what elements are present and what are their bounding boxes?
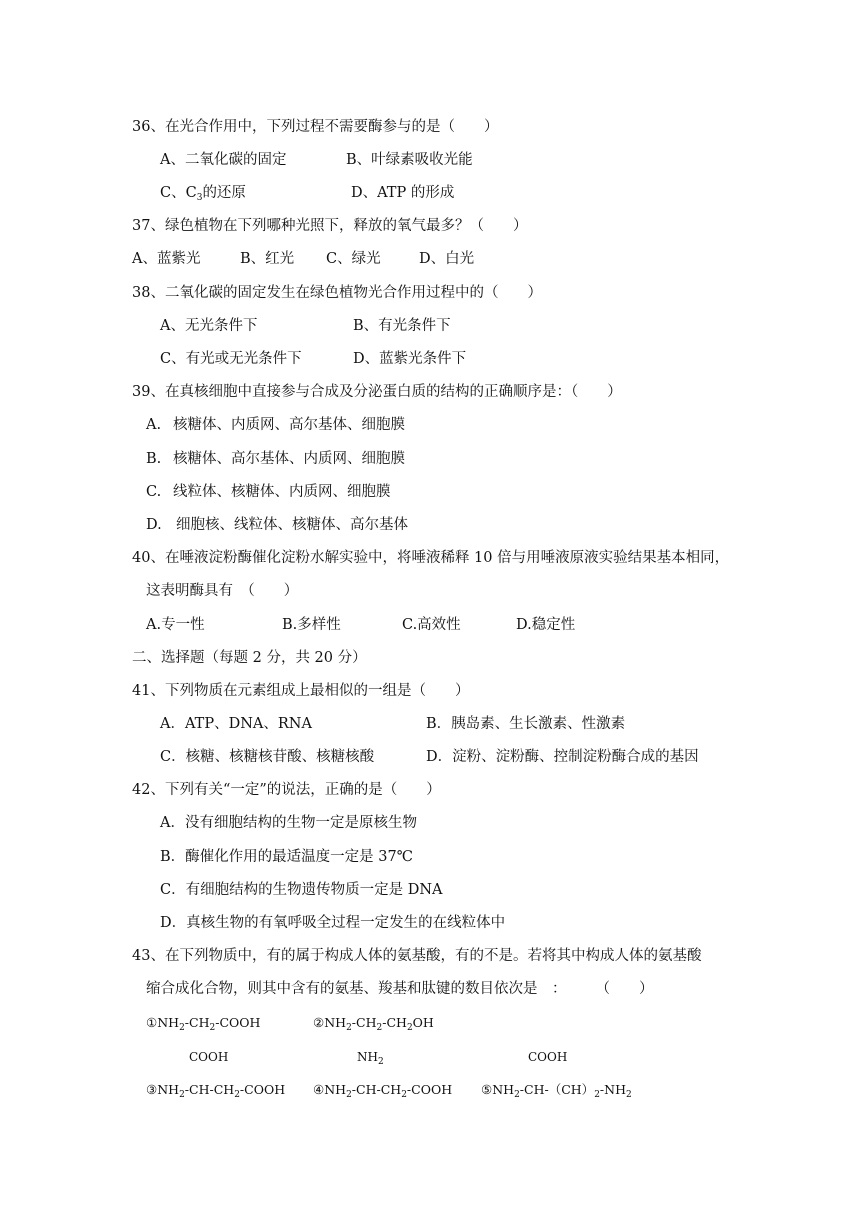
- q39-option-b-label: B.: [146, 451, 162, 467]
- q38-option-b: B、有光条件下: [353, 318, 451, 334]
- q36-option-c-prefix: C、C: [160, 185, 197, 201]
- q39-option-a-label: A.: [146, 417, 162, 433]
- q37-option-b: B、红光: [240, 251, 295, 267]
- q42-option-c: C．有细胞结构的生物遗传物质一定是 DNA: [160, 882, 443, 898]
- q37-stem: 37、绿色植物在下列哪种光照下，释放的氧气最多？（ ）: [132, 218, 528, 234]
- q40-option-c: C.高效性: [402, 617, 461, 633]
- q38-option-a: A、无光条件下: [160, 318, 258, 334]
- formula-1-subscript: 2: [179, 1023, 185, 1033]
- q43-formula-1: [146, 1013, 260, 1033]
- formula-2-part: OH: [412, 1015, 434, 1030]
- q36-stem: 36、在光合作用中，下列过程不需要酶参与的是（ ）: [132, 119, 499, 135]
- q42-option-b: B．酶催化作用的最适温度一定是 37℃: [160, 849, 413, 865]
- formula-3-part: -CH-CH: [184, 1082, 235, 1097]
- formula-5-part: NH: [492, 1082, 515, 1097]
- q37-option-d: D、白光: [419, 251, 475, 267]
- q43-stem-line2: 缩合成化合物，则其中含有的氨基、羧基和肽键的数目依次是 ： （ ）: [146, 981, 654, 997]
- q39-option-d: 细胞核、线粒体、核糖体、高尔基体: [176, 517, 408, 533]
- formula-1-subscript: 2: [209, 1023, 216, 1033]
- formula-5-subscript: 2: [625, 1090, 632, 1100]
- formula-2-part: -CH: [382, 1015, 407, 1030]
- section-2-heading: 二、选择题（每题 2 分，共 20 分）: [132, 650, 367, 666]
- q43-formula-2: [313, 1013, 434, 1033]
- formula-3-part: -COOH: [239, 1082, 286, 1097]
- formula-3-number: ③: [146, 1082, 158, 1097]
- formula-2-subscript: 2: [346, 1023, 352, 1033]
- q36-option-d: D、ATP 的形成: [351, 185, 455, 201]
- formula-4-subscript: 2: [401, 1090, 407, 1100]
- q39-stem: 39、在真核细胞中直接参与合成及分泌蛋白质的结构的正确顺序是：（ ）: [132, 384, 622, 400]
- formula-4-branch-subscript: 2: [377, 1057, 384, 1067]
- q43-formula-5-branch: COOH: [528, 1050, 568, 1064]
- q41-option-d: D．淀粉、淀粉酶、控制淀粉酶合成的基因: [426, 749, 699, 765]
- q39-option-b: 核糖体、高尔基体、内质网、细胞膜: [173, 451, 405, 467]
- formula-1-part: NH: [157, 1015, 180, 1030]
- q39-option-a: 核糖体、内质网、高尔基体、细胞膜: [173, 417, 405, 433]
- q40-stem-line1: 40、在唾液淀粉酶催化淀粉水解实验中，将唾液稀释 10 倍与用唾液原液实验结果基本相同，: [132, 550, 730, 566]
- formula-1-number: ①: [146, 1015, 158, 1030]
- q36-option-b: B、叶绿素吸收光能: [346, 152, 473, 168]
- q38-stem: 38、二氧化碳的固定发生在绿色植物光合作用过程中的（ ）: [132, 285, 542, 301]
- q37-option-c: C、绿光: [326, 251, 381, 267]
- formula-5-subscript: 2: [514, 1090, 520, 1100]
- q42-option-d: D．真核生物的有氧呼吸全过程一定发生的在线粒体中: [160, 915, 506, 931]
- formula-4-number: ④: [313, 1082, 325, 1097]
- formula-2-subscript: 2: [376, 1023, 383, 1033]
- formula-5-part: -NH: [599, 1082, 626, 1097]
- formula-5-part: -CH-（CH）: [519, 1082, 595, 1097]
- q43-formula-3-branch: COOH: [189, 1050, 229, 1064]
- q43-formula-4: [313, 1080, 452, 1100]
- formula-4-part: NH: [324, 1082, 347, 1097]
- formula-4-part: -COOH: [406, 1082, 453, 1097]
- q39-option-d-label: D.: [146, 517, 162, 533]
- formula-5-number: ⑤: [481, 1082, 493, 1097]
- formula-5-subscript: 2: [594, 1090, 600, 1100]
- q42-option-a: A．没有细胞结构的生物一定是原核生物: [160, 815, 417, 831]
- formula-3-subscript: 2: [234, 1090, 240, 1100]
- q43-formula-4-branch: [357, 1047, 384, 1067]
- formula-3-subscript: 2: [179, 1090, 185, 1100]
- q36-option-c: [160, 183, 246, 203]
- formula-3-part: NH: [157, 1082, 180, 1097]
- q42-stem: 42、下列有关“一定”的说法，正确的是（ ）: [132, 782, 441, 798]
- q41-option-a: A．ATP、DNA、RNA: [160, 716, 312, 732]
- q36-option-c-suffix: 的还原: [202, 185, 246, 201]
- q43-formula-3: [146, 1080, 285, 1100]
- formula-1-part: -COOH: [215, 1015, 261, 1030]
- q43-stem-line1: 43、在下列物质中，有的属于构成人体的氨基酸，有的不是。若将其中构成人体的氨基酸: [132, 948, 702, 964]
- formula-2-part: -CH: [351, 1015, 377, 1030]
- formula-1-part: -CH: [184, 1015, 210, 1030]
- q37-option-a: A、蓝紫光: [132, 251, 201, 267]
- formula-2-subscript: 2: [406, 1023, 413, 1033]
- formula-4-branch-text: NH: [357, 1050, 378, 1064]
- q36-option-a: A、二氧化碳的固定: [160, 152, 287, 168]
- formula-4-subscript: 2: [346, 1090, 352, 1100]
- q38-option-c: C、有光或无光条件下: [160, 351, 302, 367]
- q43-formula-5: [481, 1080, 632, 1100]
- q41-stem: 41、下列物质在元素组成上最相似的一组是（ ）: [132, 683, 470, 699]
- q38-option-d: D、蓝紫光条件下: [353, 351, 467, 367]
- q40-option-d: D.稳定性: [516, 617, 576, 633]
- q40-option-a: A.专一性: [146, 617, 205, 633]
- q40-option-b: B.多样性: [282, 617, 341, 633]
- formula-2-number: ②: [313, 1015, 325, 1030]
- q41-option-b: B．胰岛素、生长激素、性激素: [426, 716, 626, 732]
- q40-stem-line2: 这表明酶具有 （ ）: [146, 583, 299, 599]
- q41-option-c: C．核糖、核糖核苷酸、核糖核酸: [160, 749, 375, 765]
- formula-2-part: NH: [324, 1015, 347, 1030]
- q36-option-c-subscript: 3: [196, 193, 203, 203]
- q39-option-c-label: C.: [146, 484, 162, 500]
- q39-option-c: 线粒体、核糖体、内质网、细胞膜: [173, 484, 391, 500]
- formula-4-part: -CH-CH: [351, 1082, 402, 1097]
